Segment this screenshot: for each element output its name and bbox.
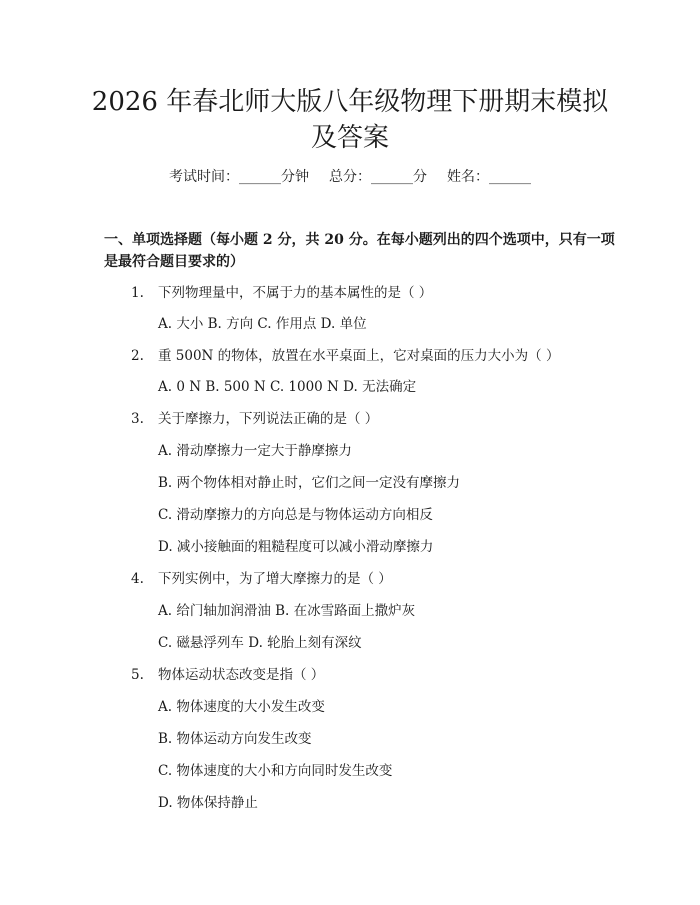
question-number: 4. (131, 571, 144, 587)
section-heading-line1: 一、单项选择题（每小题 2 分，共 20 分。在每小题列出的四个选项中，只有一项 (104, 232, 615, 248)
question-5-option-c: C. 物体速度的大小和方向同时发生改变 (158, 763, 393, 779)
exam-score-field: 总分：______分 (329, 169, 427, 185)
question-5-option-d: D. 物体保持静止 (158, 795, 258, 811)
exam-name-field: 姓名：______ (447, 169, 531, 185)
question-2-options: A. 0 N B. 500 N C. 1000 N D. 无法确定 (158, 379, 417, 395)
question-5-option-a: A. 物体速度的大小发生改变 (158, 699, 325, 715)
question-text: 关于摩擦力，下列说法正确的是（ ） (158, 411, 379, 427)
exam-time-field: 考试时间：______分钟 (169, 169, 309, 185)
question-text: 物体运动状态改变是指（ ） (158, 667, 325, 683)
question-1-options: A. 大小 B. 方向 C. 作用点 D. 单位 (158, 316, 367, 332)
question-text: 重 500N 的物体，放置在水平桌面上，它对桌面的压力大小为（ ） (158, 348, 560, 364)
question-5 (131, 665, 324, 685)
question-4-options-line2: C. 磁悬浮列车 D. 轮胎上刻有深纹 (158, 635, 362, 651)
question-3 (131, 409, 378, 429)
question-number: 5. (131, 667, 144, 683)
question-3-option-a: A. 滑动摩擦力一定大于静摩擦力 (158, 443, 352, 459)
question-3-option-b: B. 两个物体相对静止时，它们之间一定没有摩擦力 (158, 475, 461, 491)
section-heading-line2: 是最符合题目要求的） (104, 254, 244, 270)
question-text: 下列物理量中，不属于力的基本属性的是（ ） (158, 285, 433, 301)
question-4-options-line1: A. 给门轴加润滑油 B. 在冰雪路面上撒炉灰 (158, 603, 416, 619)
question-number: 2. (131, 348, 144, 364)
question-1 (131, 283, 432, 303)
exam-meta (0, 167, 700, 187)
question-4 (131, 569, 392, 589)
question-3-option-d: D. 减小接触面的粗糙程度可以减小滑动摩擦力 (158, 539, 434, 555)
exam-title-line1: 2026 年春北师大版八年级物理下册期末模拟 (91, 87, 609, 117)
question-2 (131, 346, 559, 366)
question-text: 下列实例中，为了增大摩擦力的是（ ） (158, 571, 392, 587)
question-number: 1. (131, 285, 144, 301)
question-5-option-b: B. 物体运动方向发生改变 (158, 731, 312, 747)
question-number: 3. (131, 411, 144, 427)
question-3-option-c: C. 滑动摩擦力的方向总是与物体运动方向相反 (158, 507, 433, 523)
exam-title-line2: 及答案 (310, 123, 389, 153)
